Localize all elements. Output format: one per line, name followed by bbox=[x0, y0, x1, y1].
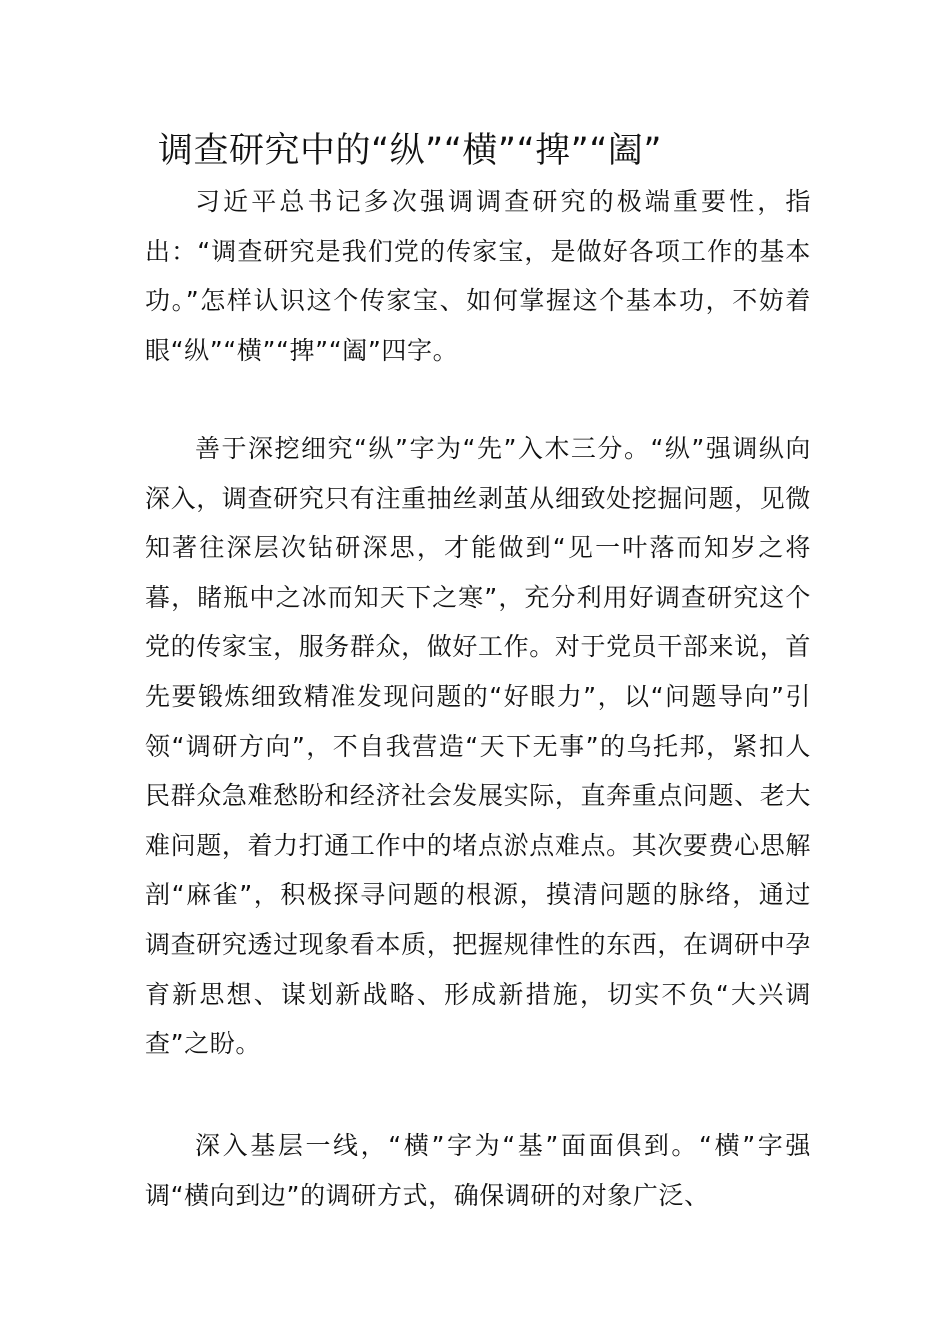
document-title: 调查研究中的“纵”“横”“捭”“阖” bbox=[158, 131, 663, 171]
paragraph-zong: 善于深挖细究“纵”字为“先”入木三分。“纵”强调纵向深入，调查研究只有注重抽丝剥茧从细致处挖掘问题，见微知著往深层次钻研深思，才能做到“见一叶落而知岁之将暮，睹瓶中之冰而知天下之寒”，充分利用好调查研究这个党的传家宝，服务群众，做好工作。对于党员干部来说，首先要锻炼细致精准发现问题的“好眼力”，以“问题导向”引领“调研方向”，不自我营造“天下无事”的乌托邦，紧扣人民群众急难愁盼和经济社会发展实际，直奔重点问题、老大难问题，着力打通工作中的堵点淤点难点。其次要费心思解剖“麻雀”，积极探寻问题的根源，摸清问题的脉络，通过调查研究透过现象看本质，把握规律性的东西，在调研中孕育新思想、谋划新战略、形成新措施，切实不负“大兴调查”之盼。 bbox=[145, 434, 811, 1059]
paragraph-heng: 深入基层一线，“横”字为“基”面面俱到。“横”字强调“横向到边”的调研方式，确保调研的对象广泛、 bbox=[145, 1131, 811, 1210]
paragraph-intro: 习近平总书记多次强调调查研究的极端重要性，指出：“调查研究是我们党的传家宝，是做好各项工作的基本功。”怎样认识这个传家宝、如何掌握这个基本功，不妨着眼“纵”“横”“捭”“阖”四字。 bbox=[145, 187, 811, 365]
